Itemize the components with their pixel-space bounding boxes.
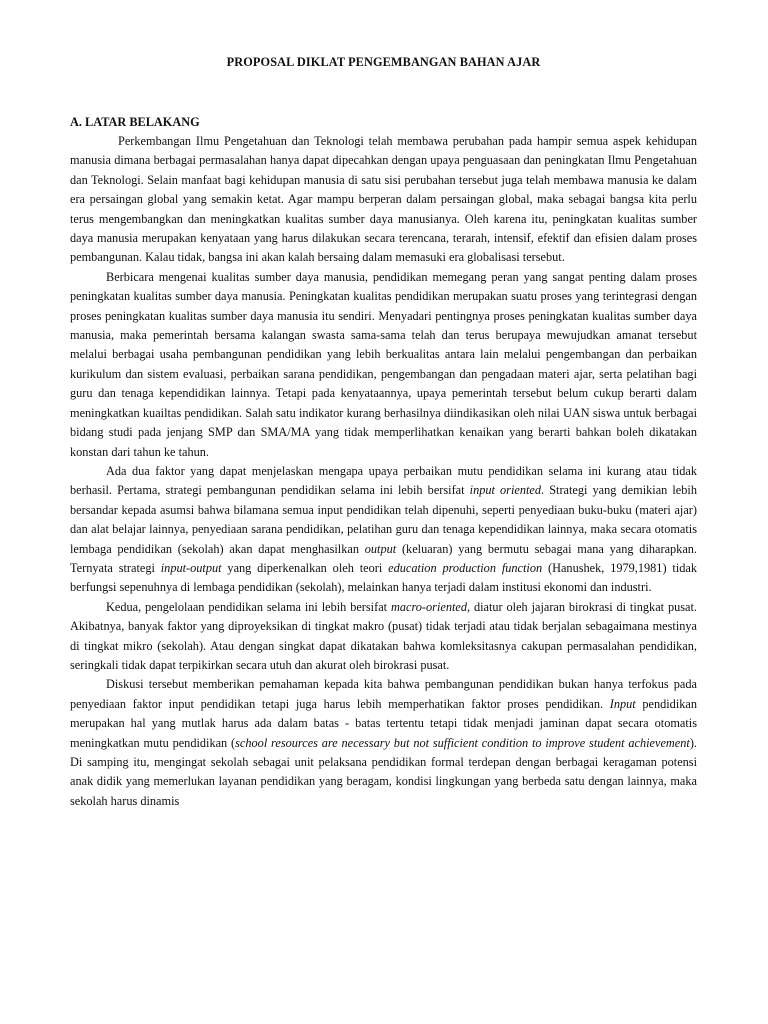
text-run: (keluaran) yang bermutu sebagai mana yang diharapkan. Ternyata strategi bbox=[70, 541, 698, 575]
section-heading: A. LATAR BELAKANG bbox=[70, 115, 200, 129]
italic-text-run: Input bbox=[609, 696, 636, 711]
text-run: Berbicara mengenai kualitas sumber daya manusia, pendidikan memegang peran yang sangat penting dalam proses peningkatan kualitas sumber daya manusia. Peningkatan kualitas pendidikan merupakan suatu proses yang terintegrasi dengan proses peningkatan kualitas sumber daya manusia itu sendiri. Menyadari pentingnya proses peningkatan kualitas sumber daya manusia, maka pemerintah bersama kalangan swasta sama-sama telah dan terus berupaya mewujudkan amanat tersebut melalui berbagai usaha pembangunan pendidikan yang lebih berkualitas antara lain melalui pengembangan dan perbaikan kurikulum dan sistem evaluasi, perbaikan sarana pendidikan, pengembangan dan pengadaan materi ajar, serta pelatihan bagi guru dan tenaga kependidikan lainnya. Tetapi pada kenyataannya, upaya pemerintah tersebut belum cukup berarti dalam meningkatkan kuailtas pendidikan. Salah satu indikator kurang berhasilnya diindikasikan oleh nilai UAN siswa untuk berbagai bidang studi pada jenjang SMP dan SMA/MA yang tidak memperlihatkan kenaikan yang berarti bahkan boleh dikatakan konstan dari tahun ke tahun. bbox=[70, 269, 697, 459]
text-run: Kedua, pengelolaan pendidikan selama ini lebih bersifat bbox=[106, 599, 391, 614]
italic-text-run: output bbox=[364, 541, 397, 556]
text-run: . Strategi yang demikian lebih bersandar kepada asumsi bahwa bilamana semua input pendidikan telah dipenuhi, seperti penyediaan buku-buku (materi ajar) dan alat belajar lainnya, penyediaan sarana pendidikan, pelatihan guru dan tenaga kependidikan lainnya, maka secara otomatis lembaga pendidikan (sekolah) akan dapat menghasilkan bbox=[70, 483, 697, 556]
body-text bbox=[70, 132, 697, 811]
paragraph bbox=[70, 598, 697, 676]
paragraph bbox=[70, 268, 697, 462]
italic-text-run: input-output bbox=[160, 560, 222, 575]
paragraph bbox=[70, 675, 697, 811]
text-run: (Hanushek, 1979,1981) tidak berfungsi sepenuhnya di lembaga pendidikan (sekolah), melainkan hanya terjadi dalam institusi ekonomi dan industri. bbox=[70, 560, 698, 595]
italic-text-run: education production function bbox=[388, 560, 543, 575]
italic-text-run: school resources are necessary but not sufficient condition to improve student achievement bbox=[235, 735, 690, 750]
text-run: pendidikan merupakan hal yang mutlak harus ada dalam batas - batas tertentu tetapi tidak menjadi jaminan dapat secara otomatis meningkatkan mutu pendidikan ( bbox=[70, 696, 697, 750]
paragraph bbox=[70, 462, 697, 598]
text-run: yang diperkenalkan oleh teori bbox=[221, 560, 389, 575]
text-run: Perkembangan Ilmu Pengetahuan dan Teknologi telah membawa perubahan pada hampir semua aspek kehidupan manusia dimana berbagai permasalahan hanya dapat dipecahkan dengan upaya penguasaan dan peningkatan Ilmu Pengetahuan dan Teknologi. Selain manfaat bagi kehidupan manusia di satu sisi perubahan tersebut juga telah membawa manusia ke dalam era persaingan global yang semakin ketat. Agar mampu berperan dalam persaingan global, maka sebagai bangsa kita perlu terus mengembangkan dan meningkatkan kualitas sumber daya manusianya. Oleh karena itu, peningkatan kualitas sumber daya manusia merupakan kenyataan yang harus dilakukan secara terencana, terarah, intensif, efektif dan efisien dalam proses pembangunan. Kalau tidak, bangsa ini akan kalah bersaing dalam memasuki era globalisasi tersebut. bbox=[70, 134, 697, 265]
text-run: ). Di samping itu, mengingat sekolah sebagai unit pelaksana pendidikan formal terdepan dengan berbagai keragaman potensi anak didik yang memerlukan layanan pendidikan yang beragam, kondisi lingkungan yang berbeda satu dengan lainnya, maka sekolah harus dinamis bbox=[70, 735, 697, 808]
italic-text-run: input oriented bbox=[469, 483, 542, 498]
text-run: Diskusi tersebut memberikan pemahaman kepada kita bahwa pembangunan pendidikan bukan hanya terfokus pada penyediaan faktor input pendidikan tetapi juga harus lebih memperhatikan faktor proses pendidikan. bbox=[70, 677, 697, 711]
text-run: , diatur oleh jajaran birokrasi di tingkat pusat. Akibatnya, banyak faktor yang diproyeksikan di tingkat makro (pusat) tidak terjadi atau tidak berjalan sebagaimana mestinya di tingkat mikro (sekolah). Atau dengan singkat dapat dikatakan bahwa komleksitasnya cakupan permasalahan pendidikan, seringkali tidak dapat terpikirkan secara utuh dan akurat oleh birokrasi pusat. bbox=[70, 599, 697, 672]
document-title: PROPOSAL DIKLAT PENGEMBANGAN BAHAN AJAR bbox=[226, 55, 541, 69]
document-page bbox=[70, 54, 697, 811]
italic-text-run: macro-oriented bbox=[390, 599, 467, 614]
paragraph bbox=[70, 132, 697, 268]
text-run: Ada dua faktor yang dapat menjelaskan mengapa upaya perbaikan mutu pendidikan selama ini kurang atau tidak berhasil. Pertama, strategi pembangunan pendidikan selama ini lebih bersifat bbox=[70, 463, 697, 498]
